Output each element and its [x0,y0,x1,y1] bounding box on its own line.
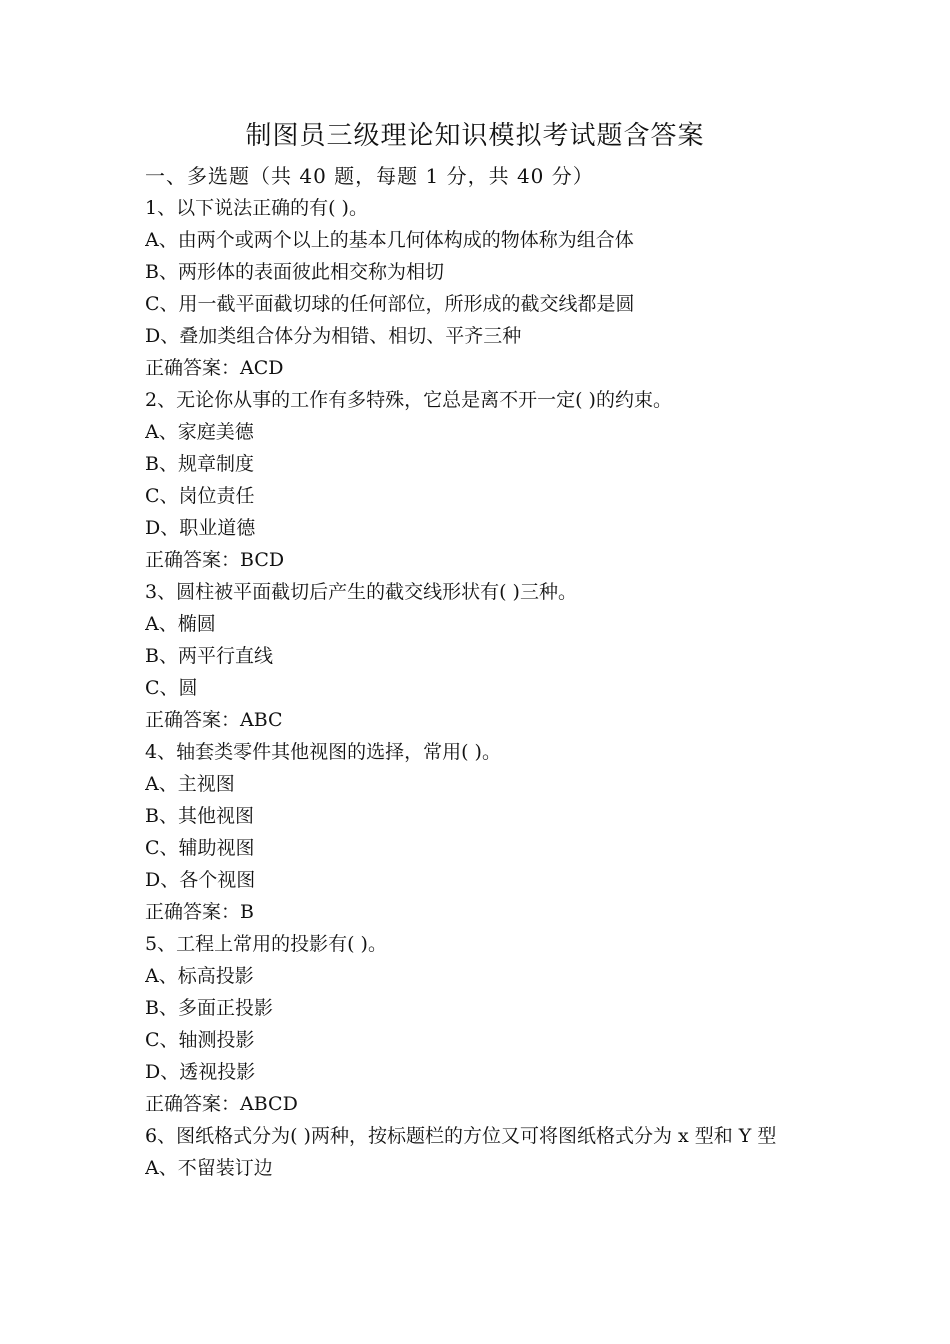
question-stem: 4、轴套类零件其他视图的选择，常用( )。 [145,741,501,763]
answer: 正确答案：B [145,901,254,923]
option-b: B、其他视图 [145,805,254,827]
question-stem: 5、工程上常用的投影有( )。 [145,933,387,955]
option-a: A、标高投影 [145,965,254,987]
option-a: A、家庭美德 [145,421,254,443]
document-title: 制图员三级理论知识模拟考试题含答案 [245,121,705,151]
question-6 [145,1120,815,1184]
question-stem: 2、无论你从事的工作有多特殊，它总是离不开一定( )的约束。 [145,389,672,411]
option-d: D、职业道德 [145,517,256,539]
question-1 [145,192,815,384]
option-d: D、各个视图 [145,869,256,891]
question-stem: 1、以下说法正确的有( )。 [145,197,368,219]
option-d: D、叠加类组合体分为相错、相切、平齐三种 [145,325,522,347]
question-5 [145,928,815,1120]
answer: 正确答案：ACD [145,357,284,379]
option-a: A、椭圆 [145,613,216,635]
option-c: C、圆 [145,677,198,699]
option-c: C、辅助视图 [145,837,255,859]
option-b: B、两平行直线 [145,645,273,667]
section-header: 一、多选题（共 40 题，每题 1 分，共 40 分） [145,164,594,188]
option-d: D、透视投影 [145,1061,256,1083]
answer: 正确答案：ABCD [145,1093,298,1115]
question-stem: 3、圆柱被平面截切后产生的截交线形状有( )三种。 [145,581,577,603]
option-c: C、轴测投影 [145,1029,255,1051]
question-2 [145,384,815,576]
option-a: A、不留装订边 [145,1157,273,1179]
option-c: C、岗位责任 [145,485,255,507]
option-c: C、用一截平面截切球的任何部位，所形成的截交线都是圆 [145,293,635,315]
option-a: A、由两个或两个以上的基本几何体构成的物体称为组合体 [145,229,634,251]
option-a: A、主视图 [145,773,235,795]
answer: 正确答案：ABC [145,709,283,731]
document-body [145,160,815,1184]
option-b: B、多面正投影 [145,997,273,1019]
answer: 正确答案：BCD [145,549,285,571]
question-3 [145,576,815,736]
option-b: B、规章制度 [145,453,254,475]
question-stem: 6、图纸格式分为( )两种，按标题栏的方位又可将图纸格式分为 x 型和 Y 型 [145,1125,777,1147]
option-b: B、两形体的表面彼此相交称为相切 [145,261,444,283]
question-4 [145,736,815,928]
